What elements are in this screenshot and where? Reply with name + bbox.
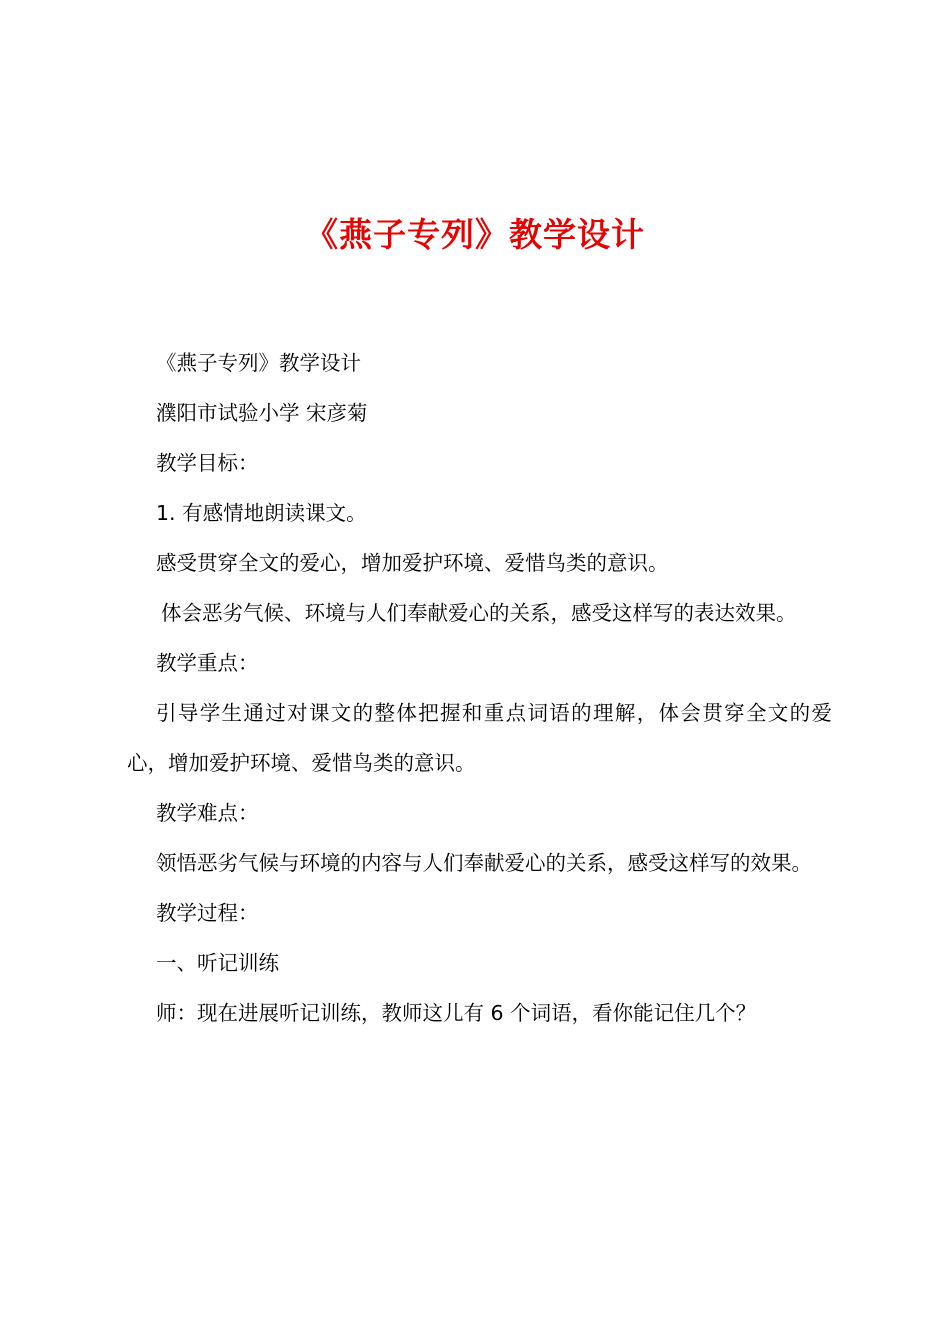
paragraph-goal-3: 体会恶劣气候、环境与人们奉献爱心的关系，感受这样写的表达效果。 <box>161 601 797 625</box>
paragraph-author: 濮阳市试验小学 宋彦菊 <box>156 401 368 425</box>
paragraph-teacher-prompt: 师：现在进展听记训练，教师这儿有 6 个词语，看你能记住几个？ <box>156 1001 757 1025</box>
heading-teaching-focus: 教学重点： <box>156 651 259 675</box>
document-title: 《燕子专列》教学设计 <box>305 215 645 254</box>
paragraph-goal-2: 感受贯穿全文的爱心，增加爱护环境、爱惜鸟类的意识。 <box>156 551 669 575</box>
paragraph-difficulty: 领悟恶劣气候与环境的内容与人们奉献爱心的关系，感受这样写的效果。 <box>156 851 812 875</box>
heading-teaching-difficulty: 教学难点： <box>156 801 259 825</box>
paragraph-focus: 引导学生通过对课文的整体把握和重点词语的理解，体会贯穿全文的爱心，增加爱护环境、爱惜鸟类的意识。 <box>127 701 832 775</box>
document-body <box>127 338 832 1038</box>
heading-teaching-process: 教学过程： <box>156 901 259 925</box>
heading-teaching-goals: 教学目标： <box>156 451 259 475</box>
paragraph-subtitle: 《燕子专列》教学设计 <box>156 351 361 375</box>
paragraph-goal-1: 1. 有感情地朗读课文。 <box>156 501 367 525</box>
heading-listening-training: 一、听记训练 <box>156 951 279 975</box>
